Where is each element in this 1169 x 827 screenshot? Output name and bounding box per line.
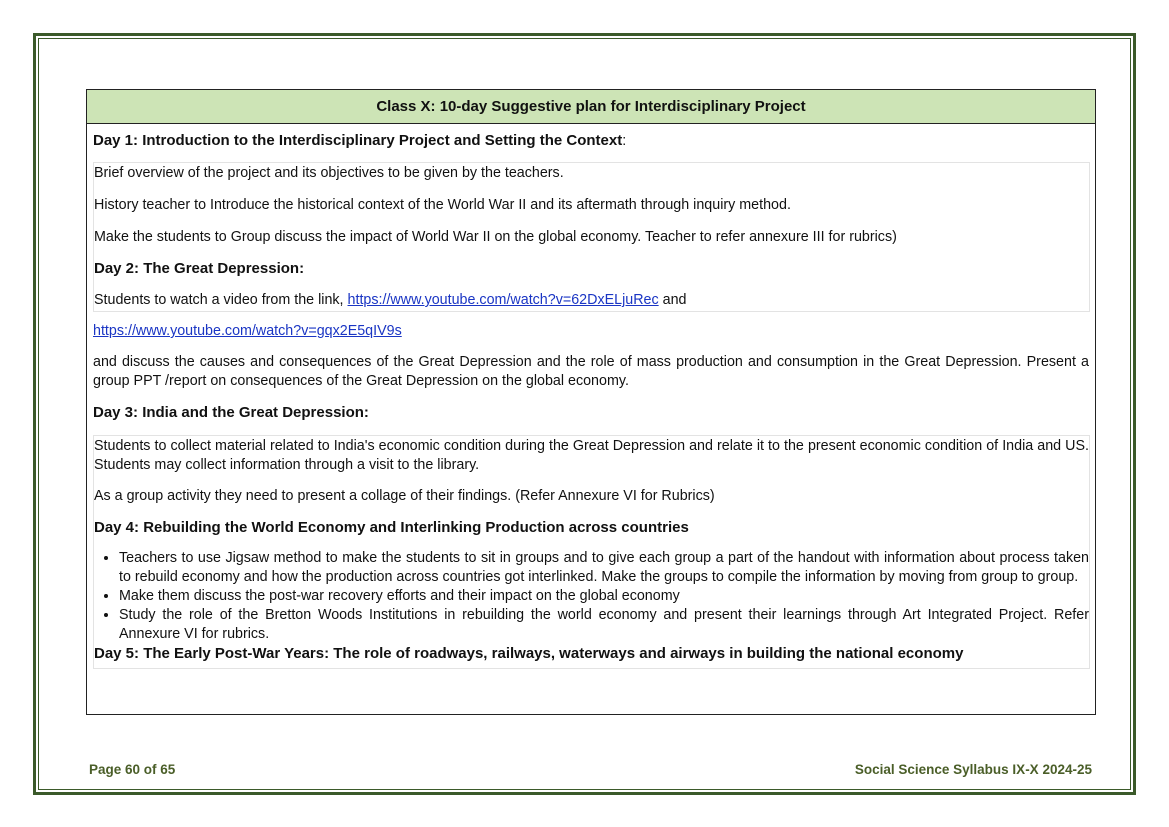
day3-block bbox=[93, 435, 1090, 669]
day1-heading: Day 1: Introduction to the Interdisciplinary Project and Setting the Context bbox=[93, 132, 623, 149]
list-item: • Study the role of the Bretton Woods Institutions in rebuilding the world economy and present their learnings through Art Integrated Project. Refer Annexure VI for rubrics. bbox=[119, 606, 1089, 644]
list-item: • Make them discuss the post-war recovery efforts and their impact on the global economy bbox=[119, 587, 1089, 606]
day2-discuss-causes: and discuss the causes and consequences of the Great Depression and the role of mass production and consumption in the Great Depression. Present a group PPT /report on consequences of the Great Depression on the global economy. bbox=[93, 354, 1089, 389]
day3-heading: Day 3: India and the Great Depression: bbox=[93, 404, 369, 421]
day5-heading: Day 5: The Early Post-War Years: The role of roadways, railways, waterways and airways in building the national economy bbox=[94, 645, 964, 662]
day1-group-discussion: Make the students to Group discuss the impact of World War II on the global economy. Teacher to refer annexure III for rubrics) bbox=[94, 229, 897, 245]
plan-table bbox=[86, 89, 1096, 715]
day3-collect-material: Students to collect material related to India's economic condition during the Great Depression and relate it to the present economic condition of India and US. Students may collect information through a visit to the library. bbox=[94, 438, 1089, 473]
youtube-link-2[interactable]: https://www.youtube.com/watch?v=gqx2E5qIV9s bbox=[93, 323, 402, 339]
day3-collage-activity: As a group activity they need to present a collage of their findings. (Refer Annexure VI for Rubrics) bbox=[94, 488, 715, 504]
list-item: • Teachers to use Jigsaw method to make the students to sit in groups and to give each group a part of the handout with information about process taken to rebuild economy and how the production across countries got interlinked. Make the groups to compile the information by moving from group to group. bbox=[119, 549, 1089, 587]
document-title: Social Science Syllabus IX-X 2024-25 bbox=[854, 762, 1092, 777]
day2-watch-text: Students to watch a video from the link, bbox=[94, 292, 348, 308]
day2-heading: Day 2: The Great Depression: bbox=[94, 260, 305, 277]
day1-heading-row bbox=[93, 131, 1089, 151]
table-title: Class X: 10-day Suggestive plan for Interdisciplinary Project bbox=[87, 90, 1095, 124]
day2-and-text: and bbox=[658, 292, 687, 308]
day1-heading-colon: : bbox=[622, 133, 627, 149]
day2-watch-video bbox=[94, 291, 1089, 310]
day1-history-context: History teacher to Introduce the historical context of the World War II and its aftermath through inquiry method. bbox=[94, 197, 791, 213]
day1-overview: Brief overview of the project and its objectives to be given by the teachers. bbox=[94, 165, 564, 181]
day1-day2-block bbox=[93, 162, 1090, 312]
day2-link2-row bbox=[93, 322, 1089, 341]
page-number: Page 60 of 65 bbox=[89, 762, 176, 777]
table-body bbox=[87, 131, 1095, 669]
youtube-link-1[interactable]: https://www.youtube.com/watch?v=62DxELjuRec bbox=[347, 292, 659, 308]
day4-bullet-list bbox=[94, 549, 1089, 644]
day4-heading: Day 4: Rebuilding the World Economy and Interlinking Production across countries bbox=[94, 519, 689, 536]
